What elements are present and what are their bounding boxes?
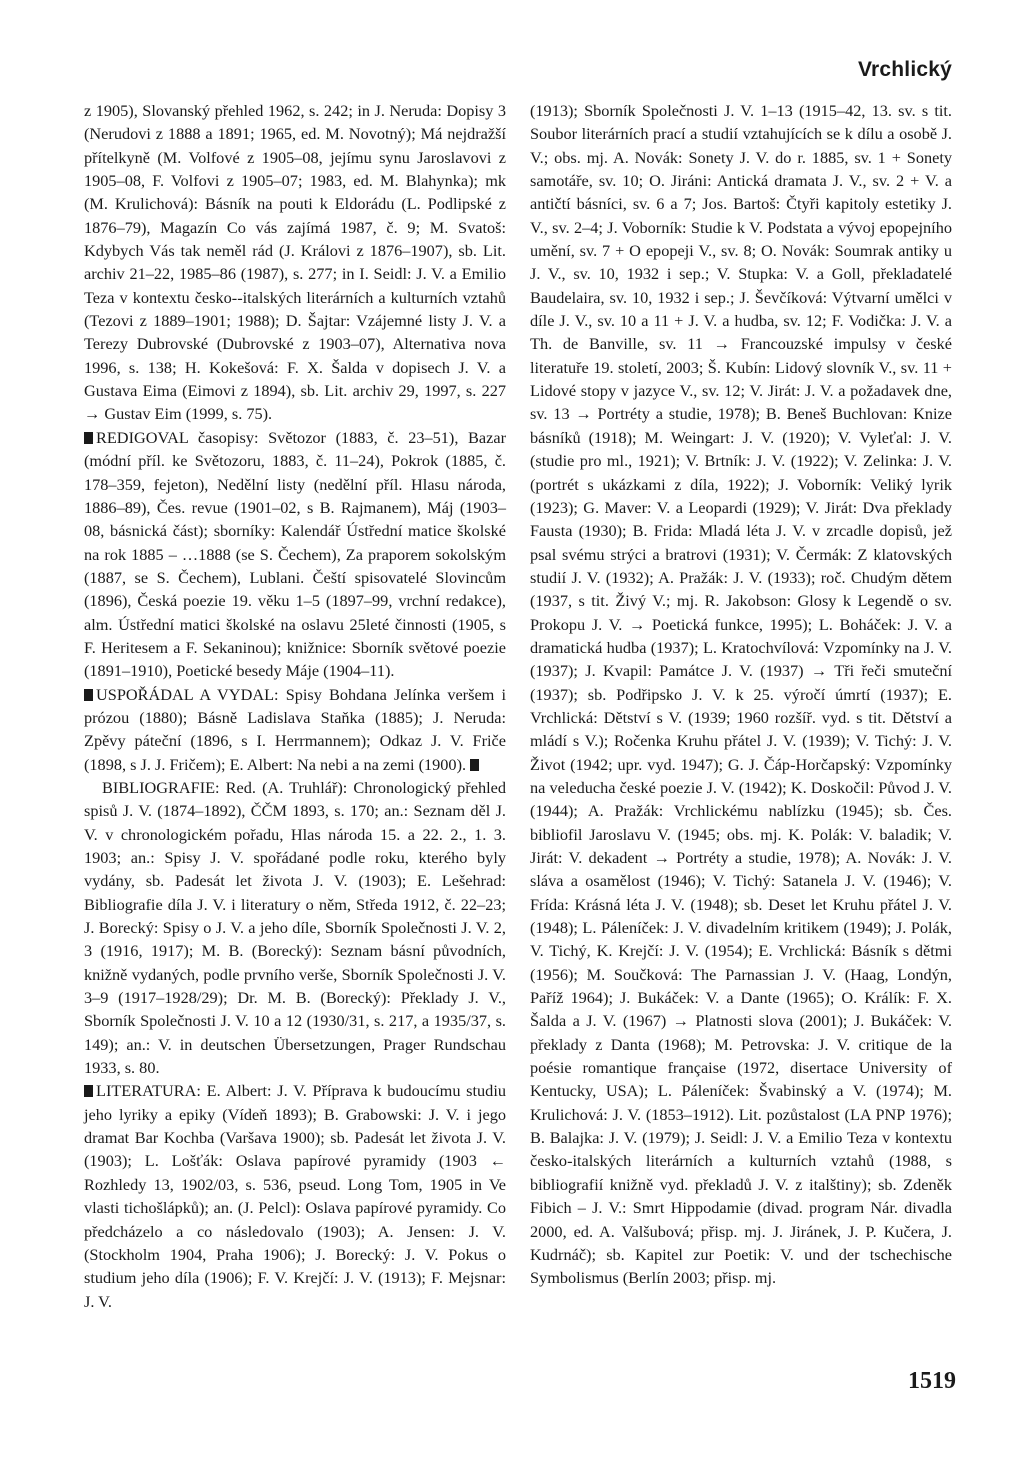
- section-mark-icon: [470, 759, 479, 771]
- section-mark-icon: [84, 689, 93, 701]
- section-mark-icon: [84, 1085, 93, 1097]
- paragraph-correspondence: z 1905), Slovanský přehled 1962, s. 242; in J. Neruda: Dopisy 3 (Nerudovi z 1888 a 1891; 1965, ed. M. Novotný); Má nejdražší přítelkyně (M. Volfové z 1905–08, jejímu synu Jaroslavovi z 1905–08, F. Volfovi z 1905–07; 1983, ed. M. Blahynka); mk (M. Krulichová): Básník na pouti k Eldorádu (L. Podlipské z 1876–79), Magazín Co vás zajímá 1987, č. 9; M. Svatoš: Kdybych Vás tak neměl rád (J. Královi z 1876–1907), sb. Lit. archiv 21–22, 1985–86 (1987), s. 277; in I. Seidl: J. V. a Emilio Teza v kontextu česko--italských literárních a kulturních vztahů (Tezovi z 1889–1901; 1988); D. Šajtar: Vzájemné listy J. V. a Terezy Dubrovské (Dubrovské z 1903–07), Alternativa nova 1996, s. 138; H. Kokešová: F. X. Šalda v dopisech J. V. a Gustava Eima (Eimovi z 1894), sb. Lit. archiv 29, 1997, s. 227 → Gustav Eim (1999, s. 75).: [84, 101, 506, 424]
- paragraph-bibliografie: [84, 776, 506, 1079]
- paragraph-usporadal-text: USPOŘÁDAL A VYDAL: Spisy Bohdana Jelínka veršem i prózou (1880); Básně Ladislava Staňka (1885); J. Neruda: Zpěvy páteční (1896, s I. Herrmannem); Odkaz J. V. Friče (1898, s J. J. Fričem); E. Albert: Na nebi a na zemi (1900).: [84, 684, 506, 774]
- page-number: 1519: [908, 1368, 956, 1394]
- paragraph-redigoval: [84, 426, 506, 683]
- paragraph-literatura: [84, 1079, 506, 1312]
- paragraph-literatura-text: LITERATURA: E. Albert: J. V. Příprava k budoucímu studiu jeho lyriky a epiky (Vídeň 1893); B. Grabowski: J. V. i jego dramat Bar Kochba (Varšava 1900); sb. Padesát let života J. V. (1903); L. Lošťák: Oslava papírové pyramidy (1903 ← Rozhledy 13, 1902/03, s. 536, pseud. Long Tom, 1905 in Ve vlasti tichošlápků); an. (J. Pelcl): Oslava papírové pyramidy. Co předcházelo a co následovalo (1903); A. Jensen: J. V. (Stockholm 1904, Praha 1906); J. Borecký: J. V. Pokus o studium jeho díla (1906); F. V. Krejčí: J. V. (1913); F. Mejsnar: J. V.: [84, 1081, 506, 1311]
- left-column: [84, 99, 506, 1313]
- paragraph-redigoval-text: REDIGOVAL časopisy: Světozor (1883, č. 23–51), Bazar (módní příl. ke Světozoru, 1883, č. 11–24), Pokrok (1885, č. 178–359, fejeton), Nedělní listy (nedělní příl. Hlasu národa, 1886–89), Čes. revue (1901–02, s B. Rajmanem), Máj (1903–08, básnická část); sborníky: Kalendář Ústřední matice školské na rok 1885 – …1888 (se S. Čechem), Za praporem sokolským (1887, se S. Čechem), Lublani. Čeští spisovatelé Slovincům (1896), Česká poezie 19. věku 1–5 (1897–99, vrchní redakce), alm. Ústřední matici školské na oslavu 25leté činnosti (1905, s F. Heritesem a F. Sekaninou); knižnice: Sborník světové poezie (1891–1910), Poetické besedy Máje (1904–11).: [84, 427, 506, 681]
- paragraph-literatura-continued: (1913); Sborník Společnosti J. V. 1–13 (1915–42, 13. sv. s tit. Soubor literárních prací a studií vztahujících se k dílu a osobě J. V.; obs. mj. A. Novák: Sonety J. V. do r. 1885, sv. 1 + Sonety samotáře, sv. 10; O. Jiráni: Antická dramata J. V., sv. 2 + V. a antičtí básníci, sv. 6 a 7; Jos. Bartoš: Čtyři kapitoly estetiky J. V., sv. 2–4; J. Voborník: Studie k V. Podstata a vývoj epopejního umění, sv. 7 + O epopeji V., sv. 8; O. Novák: Soumrak antiky u J. V., sv. 10, 1932 i sep.; V. Stupka: V. a Goll, překladatelé Baudelaira, sv. 10, 1932 i sep.; J. Ševčíková: Výtvarní umělci v díle J. V., sv. 10 a 11 + J. V. a hudba, sv. 12; F. Vodička: J. V. a Th. de Banville, sv. 11 → Francouzské impulsy v české literatuře 19. století, 2003; Š. Kubín: Lidový slovník V., sv. 11 + Lidové stopy v jazyce V., sv. 12; V. Jirát: J. V. a požadavek dne, sv. 13 → Portréty a studie, 1978); B. Beneš Buchlovan: Knize básníků (1918); M. Weingart: J. V. (1920); V. Vyleťal: J. V. (studie pro ml., 1921); V. Brtník: J. V. (1922); V. Zelinka: J. V. (portrét s ukázkami z díla, 1922); J. Voborník: Veliký lyrik (1923); G. Maver: V. a Leopardi (1929); V. Jirát: Dva překlady Fausta (1930); B. Frida: Mladá léta J. V. v zrcadle dopisů, jež psal svému strýci a bratrovi (1931); V. Čermák: Z klatovských studií J. V. (1932); A. Pražák: J. V. (1933); roč. Chudým dětem (1937, s tit. Živý V.; mj. R. Jakobson: Glosy k Legendě o sv. Prokopu J. V. → Poetická funkce, 1995); L. Boháček: J. V. a dramatická hudba (1937); L. Kratochvílová: Vzpomínky na J. V. (1937); J. Kvapil: Památce J. V. (1937) → Tři řeči smuteční (1937); sb. Podřipsko J. V. k 25. výročí úmrtí (1937); E. Vrchlická: Dětství s V. (1939; 1960 rozšíř. vyd. s tit. Dětství a mládí s V.); Ročenka Kruhu přátel J. V. (1939); V. Tichý: J. V. Život (1942; upr. vyd. 1947); G. J. Čáp-Horčapský: Vzpomínky na veleducha české poezie J. V. (1942); K. Doskočil: Původ J. V. (1944); A. Pražák: Vrchlickému nablízku (1945); sb. Čes. bibliofil Jaroslavu V. (1945; obs. mj. K. Polák: V. baladik; V. Jirát: V. dekadent → Portréty a studie, 1978); A. Novák: J. V. sláva a osamělost (1946); V. Tichý: Satanela J. V. (1946); V. Frída: Krásná léta J. V. (1948); sb. Deset let Kruhu přátel J. V. (1948); L. Páleníček: J. V. divadelním kritikem (1949); J. Polák, V. Tichý, K. Krejčí: J. V. (1954); E. Vrchlická: Básník s dětmi (1956); M. Součková: The Parnassian J. V. (Haag, Londýn, Paříž 1964); J. Bukáček: V. a Dante (1965); O. Králík: F. X. Šalda a J. V. (1967) → Platnosti slova (2001); J. Bukáček: V. překlady z Danta (1968); M. Petrovska: J. V. critique de la poésie romantique française (1972, disertace University of Kentucky, USA); L. Páleníček: Švabinský a V. (1974); M. Krulichová: J. V. (1853–1912). Lit. pozůstalost (LA PNP 1976); B. Balajka: J. V. (1979); J. Seidl: J. V. a Emilio Teza v kontextu česko-italských literárních a kulturních vztahů (1988, s bibliografií knižně vyd. překladů J. V. z italštiny); sb. Zdeněk Fibich – J. V.: Smrt Hippodamie (divad. program Nár. divadla 2000, ed. A. Valšubová; přisp. mj. J. Jiránek, J. P. Kučera, J. Kudrnáč); sb. Kapitel zur Poetik: V. und der tschechische Symbolismus (Berlín 2003; přisp. mj.: [530, 101, 952, 1288]
- paragraph-usporadal: [84, 683, 506, 776]
- section-mark-icon: [84, 432, 93, 444]
- right-column: [530, 99, 952, 1290]
- paragraph-bibliografie-text: BIBLIOGRAFIE: Red. (A. Truhlář): Chronologický přehled spisů J. V. (1874–1892), ČČM 1893, s. 170; an.: Seznam děl J. V. v chronologickém pořadu, Hlas národa 15. a 22. 2., 1. 3. 1903; an.: Spisy J. V. spořádané podle roku, kterého byly vydány, sb. Padesát let života J. V. (1903); E. Lešehrad: Bibliografie díla J. V. i literatury o něm, Středa 1912, č. 22–23; J. Borecký: Spisy o J. V. a jeho díle, Sborník Společnosti J. V. 2, 3 (1916, 1917); M. B. (Borecký): Seznam básní původních, knižně vydaných, podle prvního verše, Sborník Společnosti J. V. 3–9 (1917–1928/29); Dr. M. B. (Borecký): Překlady J. V., Sborník Společnosti J. V. 10 a 12 (1930/31, s. 217, a 1935/37, s. 149); an.: V. in deutschen Übersetzungen, Prager Rundschau 1933, s. 80.: [84, 777, 506, 1078]
- running-head: Vrchlický: [857, 58, 952, 81]
